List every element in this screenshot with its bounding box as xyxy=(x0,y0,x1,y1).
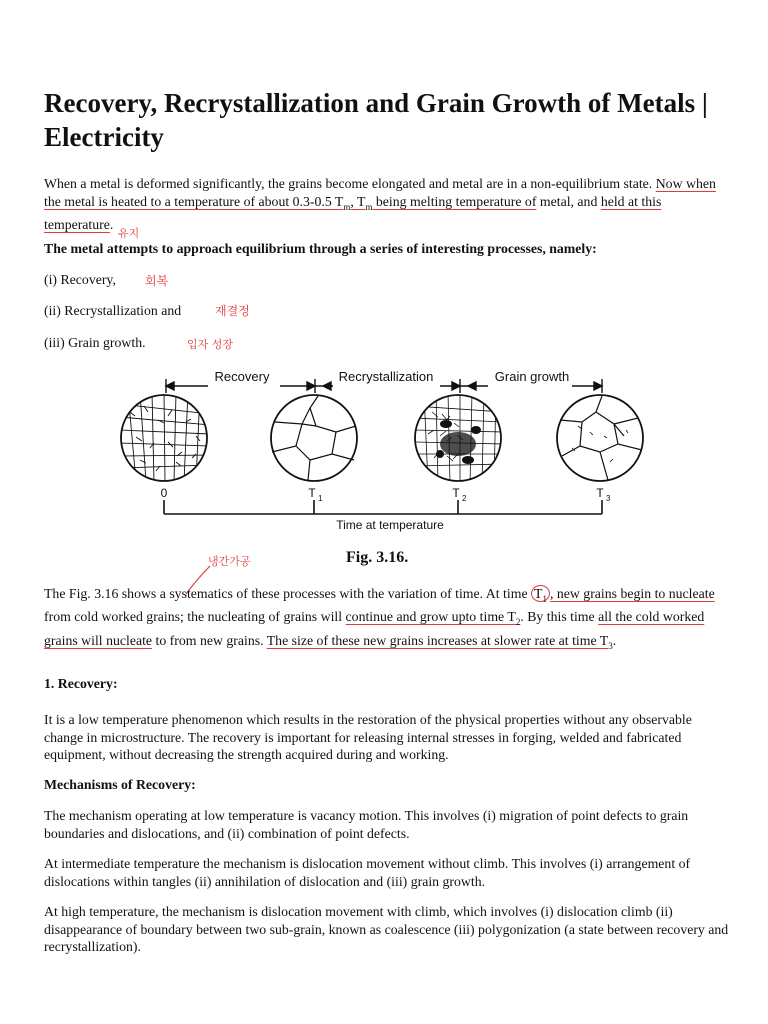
tick-label-0: 0 xyxy=(160,486,168,500)
tick-label-t3: T xyxy=(596,486,604,500)
microstructure-recrystallizing xyxy=(414,392,504,484)
fig-grow-underlined xyxy=(345,609,521,627)
fig-text-e: . By this time xyxy=(520,609,599,625)
tm-sub-1: m xyxy=(343,201,351,212)
fig-all-nucleate-underlined: all the cold worked grains will nucleate xyxy=(44,609,705,648)
process-item-grain-growth xyxy=(44,334,734,352)
process-label: (ii) Recrystallization and xyxy=(44,303,182,318)
process-label: (iii) Grain growth. xyxy=(44,335,146,350)
intro-text-a: When a metal is deformed significantly, the grains become elongated and metal are in a non-equilibrium state. xyxy=(44,176,656,191)
axis-label: Time at temperature xyxy=(336,518,444,532)
fig-text-d: continue and grow upto time T xyxy=(345,609,516,625)
intro-text-c: , T xyxy=(350,193,366,209)
tm-sub-2: m xyxy=(365,201,373,212)
tick-sub-t1: 1 xyxy=(318,494,323,503)
mechanisms-heading: Mechanisms of Recovery: xyxy=(44,777,196,792)
stages-figure xyxy=(110,362,650,534)
fig-text-a: The Fig. 3.16 shows a systematics of these processes with the variation of time. At time xyxy=(44,586,532,601)
approach-heading: The metal attempts to approach equilibrium through a series of interesting processes, namely: xyxy=(44,241,597,256)
fig-text-i: . xyxy=(612,632,617,648)
tick-label-t1: T xyxy=(308,486,316,500)
fig-text-g: to from new grains. xyxy=(152,632,267,648)
circled-t1 xyxy=(531,585,550,602)
microstructure-recovered xyxy=(271,395,357,481)
intro-paragraph xyxy=(44,175,734,233)
tick-label-t2: T xyxy=(452,486,460,500)
fig-text-h: The size of these new grains increases at slower rate at time T xyxy=(266,632,609,648)
intro-text-e: metal, and xyxy=(536,193,601,209)
recovery-paragraph: It is a low temperature phenomenon which results in the restoration of the physical properties without any observable change in microstructure. The recovery is important for releasing internal stresses in forging, welded and fabricated equipment, without decreasing the strength acquired during and working. xyxy=(44,712,692,762)
stage-label-recrystallization: Recrystallization xyxy=(338,369,434,384)
handwritten-note-grain-growth: 입자 성장 xyxy=(187,338,234,351)
microstructure-grain-growth xyxy=(557,395,643,481)
t2-sub: 2 xyxy=(515,617,521,627)
microstructure-cold-worked xyxy=(120,392,210,482)
stage-label-recovery: Recovery xyxy=(214,369,270,384)
handwritten-note-recrystallization: 재결정 xyxy=(215,304,250,318)
stage-label-grain-growth: Grain growth xyxy=(494,369,570,384)
process-item-recrystallization xyxy=(44,302,734,320)
handwritten-note-hold: 유지 xyxy=(118,227,140,240)
t3-sub: 3 xyxy=(608,640,613,651)
mechanism-high-temperature: At high temperature, the mechanism is dislocation movement with climb, which involves (i) dislocation climb (ii) disappearance of boundary between two sub-grain, known as coalescence (iii) polygonization (a state between recovery and recrystallization). xyxy=(44,904,729,954)
recovery-heading: 1. Recovery: xyxy=(44,676,118,691)
handwritten-note-recovery: 회복 xyxy=(145,274,169,288)
intro-melting-underlined: being melting temperature of xyxy=(372,193,537,209)
t1-text: T xyxy=(534,586,543,601)
t1-sub: 1 xyxy=(542,593,547,604)
time-axis xyxy=(164,500,602,514)
fig-size-underlined xyxy=(266,632,613,651)
tick-sub-t3: 3 xyxy=(606,494,611,503)
intro-held-underlined: held at this temperature xyxy=(44,193,662,232)
intro-text-g: . xyxy=(109,216,114,232)
figure-caption: Fig. 3.16. xyxy=(346,549,409,566)
fig-text-c: from cold worked grains; the nucleating of grains will xyxy=(44,609,346,625)
mechanism-intermediate-temperature: At intermediate temperature the mechanism is dislocation movement without climb. This involves (i) arrangement of dislocations within tangles (ii) annihilation of dislocation and (iii) grain growth. xyxy=(44,856,691,889)
fig-nucleate-underlined: , new grains begin to nucleate xyxy=(549,586,715,601)
tick-sub-t2: 2 xyxy=(462,494,467,503)
mechanism-low-temperature: The mechanism operating at low temperature is vacancy motion. This involves (i) migration of point defects to grain boundaries and dislocations, and (ii) combination of point defects. xyxy=(44,808,689,841)
handwritten-note-cold-work: 냉간가공 xyxy=(208,555,251,568)
figure-explanation-paragraph xyxy=(44,585,734,655)
page-title: Recovery, Recrystallization and Grain Growth of Metals | Electricity xyxy=(44,88,708,152)
process-label: (i) Recovery, xyxy=(44,272,116,287)
intro-text-b: Now when the metal is heated to a temperature of about 0.3-0.5 T xyxy=(44,176,716,209)
